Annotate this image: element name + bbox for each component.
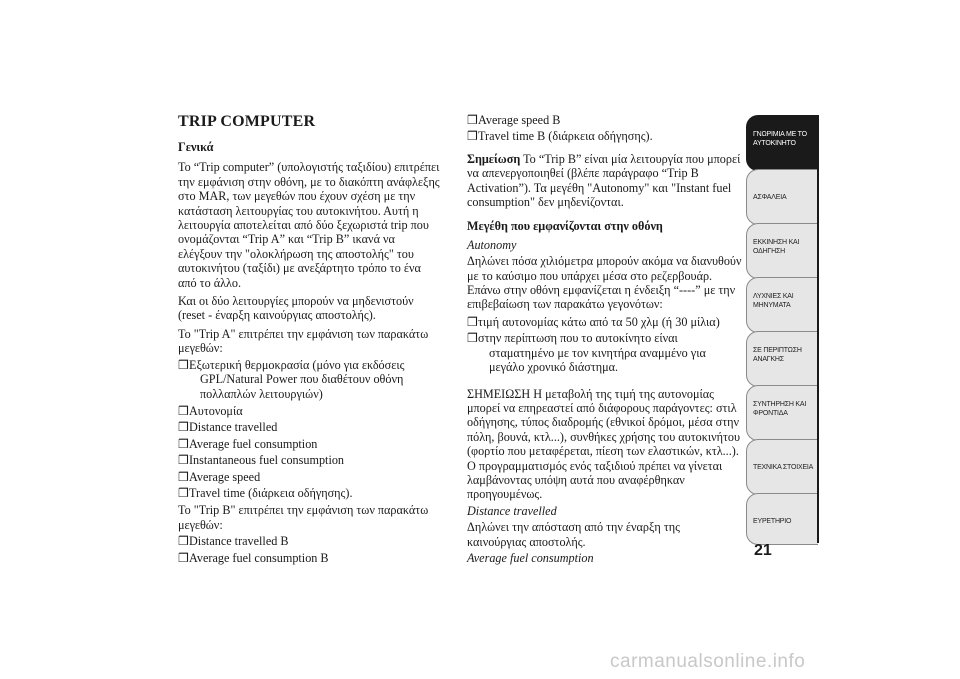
- tab-index[interactable]: ΕΥΡΕΤΗΡΙΟ: [746, 493, 818, 545]
- bullet-icon: ❒: [178, 436, 189, 451]
- trip-a-intro: Το "Trip A" επιτρέπει την εμφάνιση των παρακάτω μεγεθών:: [178, 326, 429, 356]
- bullet-icon: ❒: [178, 534, 189, 549]
- section-heading-generic: Γενικά: [178, 140, 214, 154]
- page-number: 21: [754, 542, 772, 559]
- list-item: ❒Travel time B (διάρκεια οδήγησης).: [467, 129, 653, 144]
- bullet-icon: ❒: [178, 485, 189, 500]
- tab-maintenance[interactable]: ΣΥΝΤΗΡΗΣΗ ΚΑΙ ΦΡΟΝΤΙΔΑ: [746, 385, 818, 441]
- trip-a-list: [178, 358, 440, 501]
- bullet-icon: ❒: [467, 129, 478, 144]
- bullet-icon: ❒: [178, 453, 189, 468]
- list-item: ❒τιμή αυτονομίας κάτω από τα 50 χλμ (ή 30 μίλια): [467, 314, 720, 329]
- tab-emergency[interactable]: ΣΕ ΠΕΡΙΠΤΩΣΗ ΑΝΑΓΚΗΣ: [746, 331, 818, 387]
- right-column: [467, 113, 742, 565]
- page-title: TRIP COMPUTER: [178, 113, 316, 130]
- list-item: ❒Instantaneous fuel consumption: [178, 453, 345, 468]
- tab-rail: [817, 115, 819, 543]
- bullet-icon: ❒: [178, 403, 189, 418]
- tab-starting-driving[interactable]: ΕΚΚΙΝΗΣΗ ΚΑΙ ΟΔΗΓΗΣΗ: [746, 223, 818, 279]
- left-column: [178, 140, 440, 565]
- list-item: ❒Distance travelled: [178, 420, 278, 435]
- list-item: ❒Average speed B: [467, 113, 561, 127]
- warning-paragraph: ΣΗΜΕΙΩΣΗ Η μεταβολή της τιμή της αυτονομίας μπορεί να επηρεαστεί από διάφορους παράγοντες: στιλ οδήγησης, τύπος διαδρομής (εθνικοί δρόμοι, μέσα στην πόλη, βουνά, κτλ...), συνθήκες χρήσης του αυτοκινήτου (φορτίο που μεταφέρεται, πίεση των ελαστικών, κτλ...). Ο προγραμματισμός ενός ταξιδιού πρέπει να γίνεται λαμβάνοντας υπόψη αυτά που αναφέρθηκαν προηγουμένως.: [467, 386, 741, 502]
- autonomy-label: Autonomy: [467, 237, 517, 252]
- watermark: carmanualsonline.info: [610, 651, 806, 672]
- note-text: Το “Trip B” είναι μία λειτουργία που μπορεί να απενεργοποιηθεί (βλέπε παράγραφο “Trip B Activation”). Τα μεγέθη "Autonomy" και "Instant fuel consumption" δεν μηδενίζονται.: [467, 151, 741, 210]
- tab-warning-lights[interactable]: ΛΥΧΝΙΕΣ ΚΑΙ ΜΗΝΥΜΑΤΑ: [746, 277, 818, 333]
- tab-safety[interactable]: ΑΣΦΑΛΕΙΑ: [746, 169, 818, 225]
- distance-label: Distance travelled: [467, 503, 557, 518]
- bullet-icon: ❒: [467, 113, 478, 127]
- bullet-icon: ❒: [178, 420, 189, 435]
- reset-paragraph: Και οι δύο λειτουργίες μπορούν να μηδενιστούν (reset - έναρξη καινούργιας αποστολής).: [178, 294, 414, 323]
- list-item: ❒Average speed: [178, 469, 261, 484]
- intro-paragraph: Το “Trip computer” (υπολογιστής ταξιδίου) επιτρέπει την εμφάνιση στην οθόνη, με το διακόπτη ανάφλεξης στο MAR, των μεγεθών που έχουν σχέση με την κατάσταση λειτουργίας του αυτοκινήτου. Αυτή η λειτουργία αποτελείται από δύο ξεχωριστά trip που ονομάζονται “Trip A” και “Trip B” ικανά να ελέγξουν την "ολοκλήρωση της αποστολής" του αυτοκινήτου (ταξίδι) με ανεξάρτητο τρόπο το ένα από το άλλο.: [178, 160, 440, 290]
- list-item: ❒Εξωτερική θερμοκρασία (μόνο για εκδόσεις GPL/Natural Power που διαθέτουν οθόνη πολλαπλών λειτουργιών): [178, 357, 405, 401]
- list-item: ❒Average fuel consumption: [178, 436, 318, 451]
- section-heading-displayed: Μεγέθη που εμφανίζονται στην οθόνη: [467, 219, 663, 234]
- bullet-icon: ❒: [467, 314, 478, 329]
- tab-technical-data[interactable]: ΤΕΧΝΙΚΑ ΣΤΟΙΧΕΙΑ: [746, 439, 818, 495]
- list-item: ❒Travel time (διάρκεια οδήγησης).: [178, 485, 353, 500]
- list-item: ❒στην περίπτωση που το αυτοκίνητο είναι σταματημένο με τον κινητήρα αναμμένο για μεγάλο χρονικό διάστημα.: [467, 331, 706, 375]
- avg-fuel-label: Average fuel consumption: [467, 550, 594, 565]
- list-item: ❒Distance travelled B: [178, 534, 289, 549]
- bullet-icon: ❒: [178, 550, 189, 565]
- trip-b-list: [178, 534, 440, 565]
- distance-text: Δηλώνει την απόσταση από την έναρξη της καινούργιας αποστολής.: [467, 520, 680, 549]
- note-label: Σημείωση: [467, 151, 521, 166]
- trip-b-intro: Το "Trip B" επιτρέπει την εμφάνιση των παρακάτω μεγεθών:: [178, 503, 429, 532]
- bullet-icon: ❒: [467, 331, 478, 346]
- list-item: ❒Αυτονομία: [178, 403, 243, 418]
- autonomy-text: Δηλώνει πόσα χιλιόμετρα μπορούν ακόμα να διανυθούν με το καύσιμο που υπάρχει μέσα στο ρεζερβουάρ. Επάνω στην οθόνη εμφανίζεται η ένδειξη “----” με την επιβεβαίωση των παρακάτω γεγονότων:: [467, 254, 742, 312]
- tab-getting-to-know[interactable]: ΓΝΩΡΙΜΙΑ ΜΕ ΤΟ ΑΥΤΟΚΙΝΗΤΟ: [746, 115, 818, 171]
- note-paragraph: [467, 152, 742, 210]
- list-item: ❒Average fuel consumption B: [178, 550, 329, 565]
- bullet-icon: ❒: [178, 469, 189, 484]
- bullet-icon: ❒: [178, 357, 189, 372]
